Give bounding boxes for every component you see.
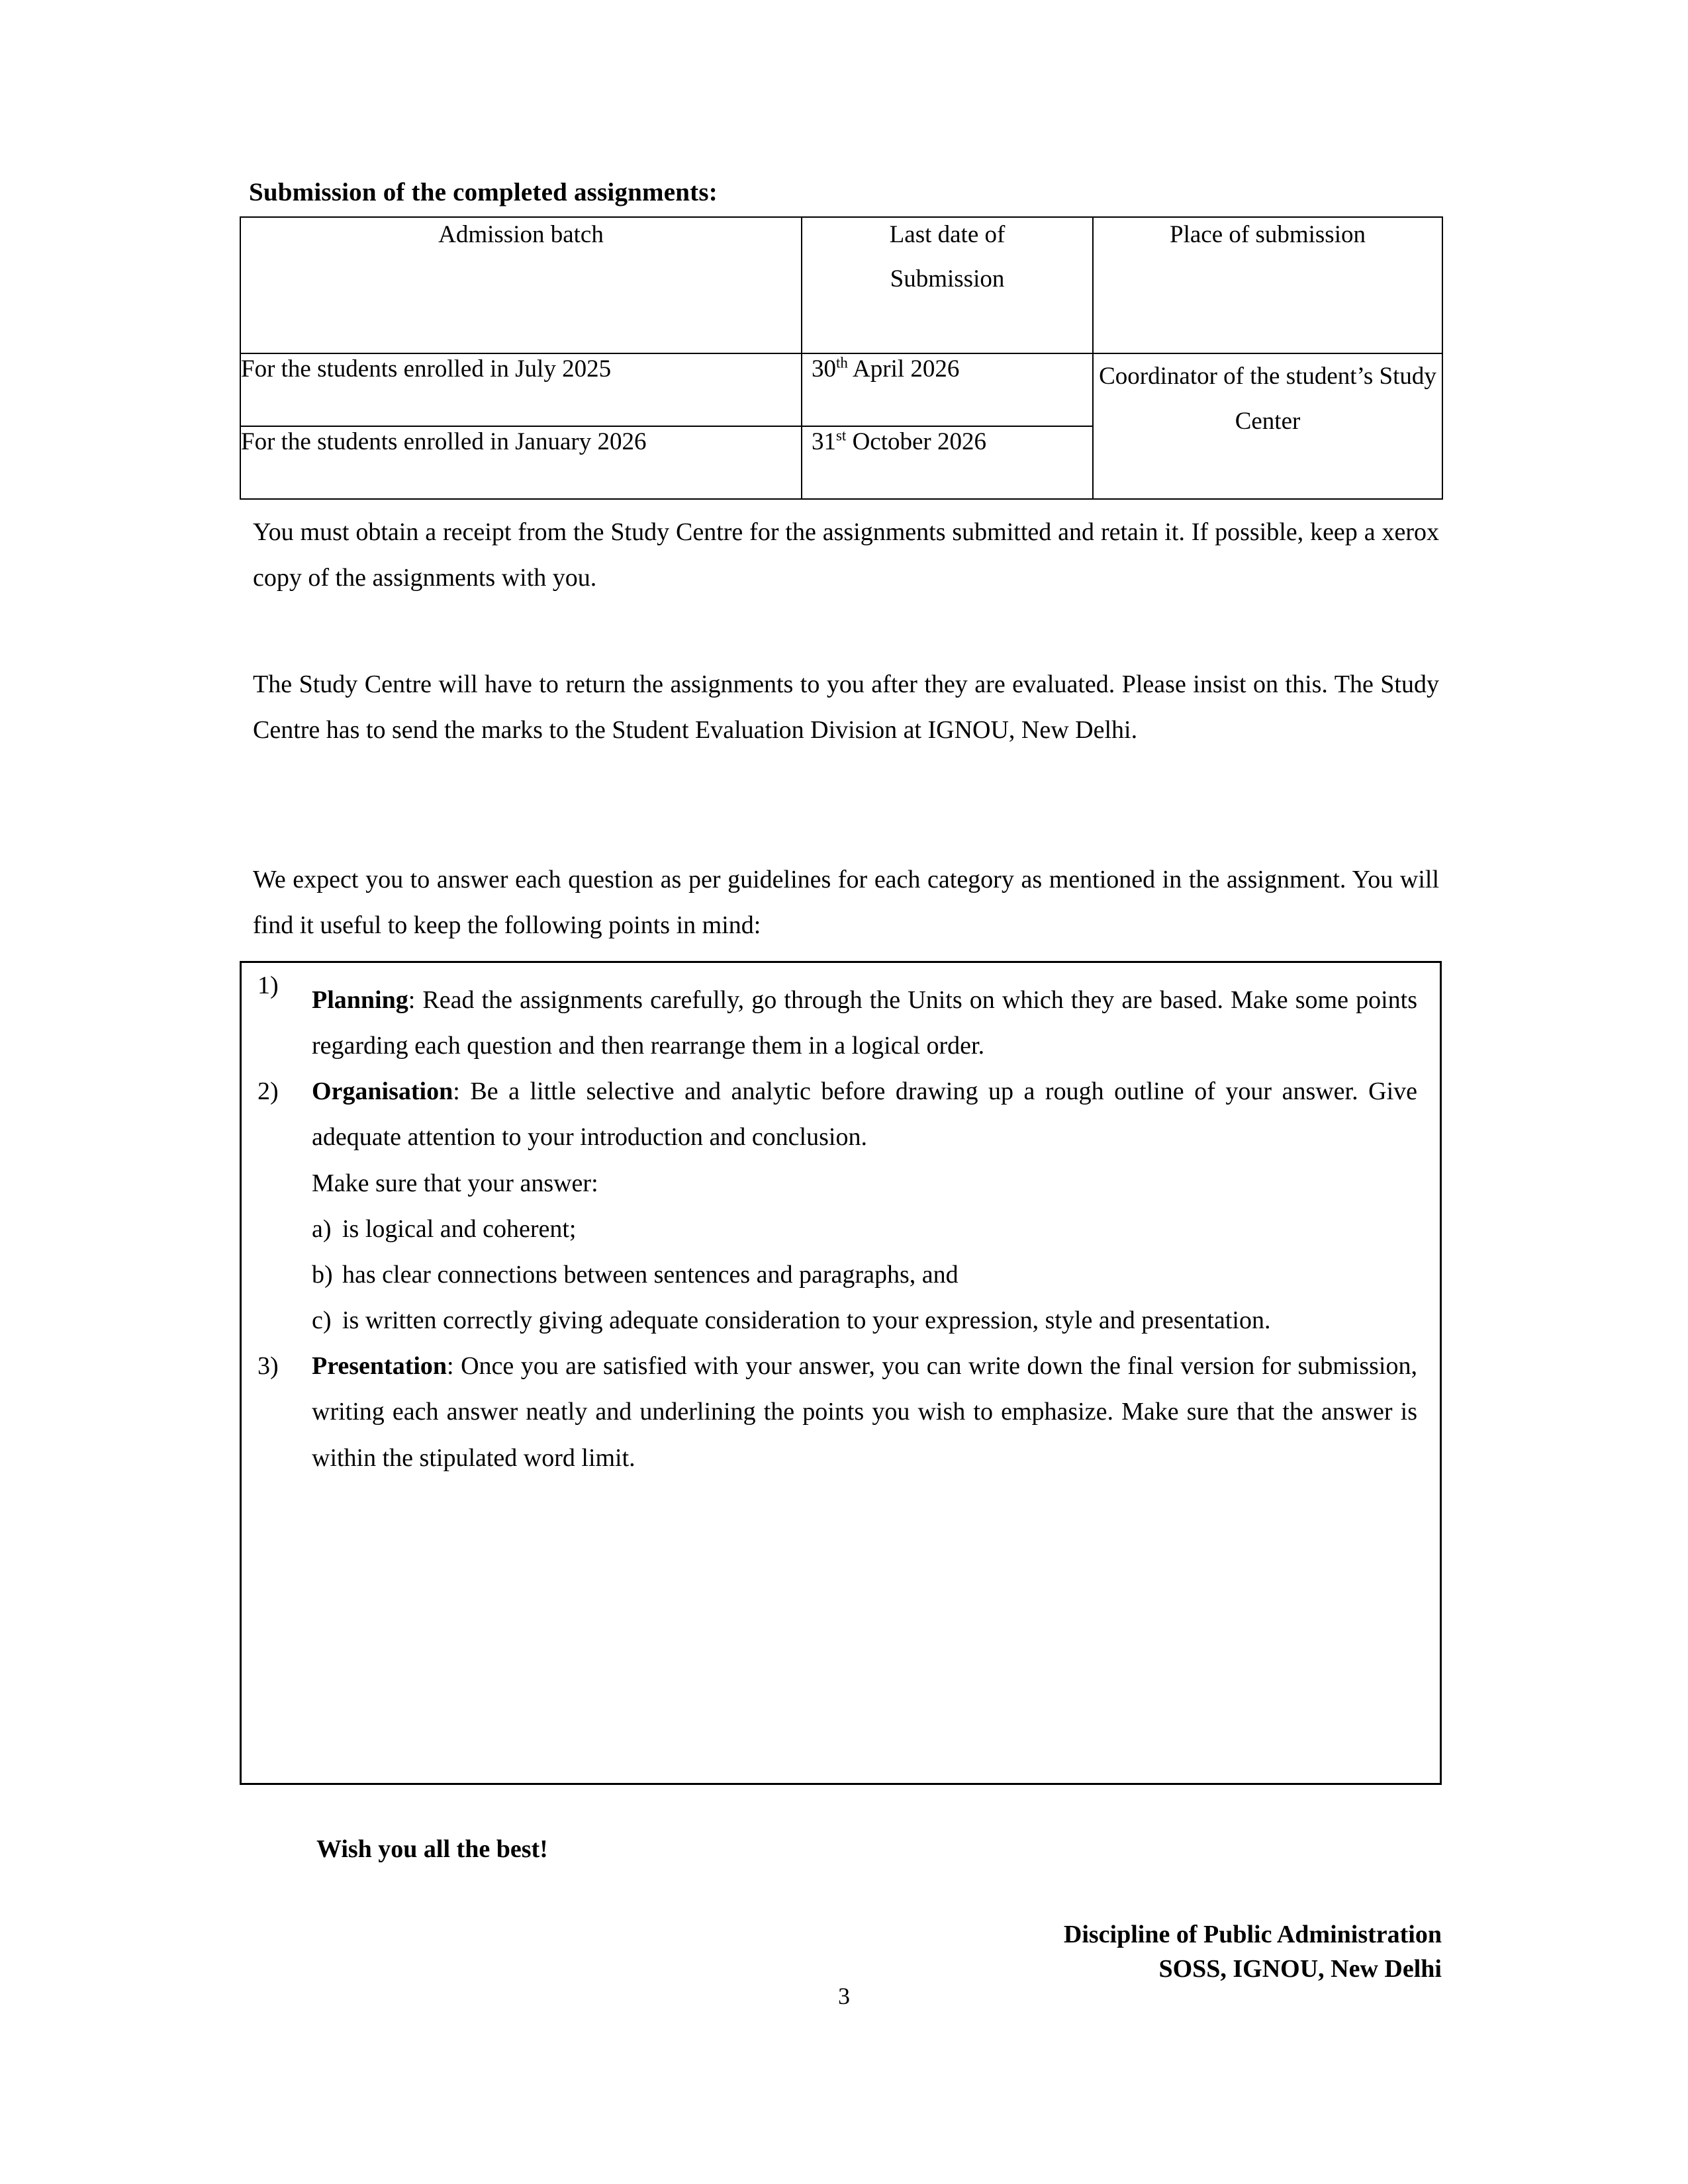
list-item-presentation (258, 1343, 1417, 1480)
column-header-admission-batch (240, 217, 802, 353)
signature-block (1064, 1918, 1442, 1986)
column-header-label: Admission batch (438, 221, 604, 248)
list-item (258, 1206, 1417, 1252)
sub-list-intro: Make sure that your answer: (312, 1169, 598, 1197)
column-header-place (1093, 217, 1442, 353)
list-marker: 1) (258, 972, 279, 999)
table-row (240, 353, 1442, 426)
column-header-label: Place of submission (1170, 221, 1366, 248)
date-ordinal-suffix: st (836, 427, 847, 444)
page-number: 3 (838, 1983, 850, 2009)
signature-department: Discipline of Public Administration (1063, 1921, 1442, 1948)
list-item-text: is written correctly giving adequate consideration to your expression, style and presentation. (342, 1306, 1271, 1335)
date-day: 30 (812, 355, 836, 383)
paragraph-return-assignments: The Study Centre will have to return the assignments to you after they are evaluated. Please insist on this. The Study Centre has to send the marks to the Student Evaluation Division at IGNOU, New Delhi. (253, 670, 1439, 745)
date-month-year: April 2026 (847, 355, 960, 383)
cell-last-date (802, 353, 1093, 426)
guidelines-box (240, 961, 1442, 1785)
list-marker: 3) (258, 1352, 279, 1381)
date-day: 31 (812, 428, 836, 455)
column-header-label-line2: Submission (890, 265, 1005, 293)
list-marker: b) (312, 1260, 333, 1289)
list-item-organisation (258, 1069, 1417, 1160)
list-item-planning (258, 963, 1417, 1069)
list-item-lead: Planning (312, 986, 408, 1014)
list-item-text: : Read the assignments carefully, go through the Units on which they are based. Make some points regarding each question and then rearrange them in a logical order. (312, 986, 1417, 1060)
list-item-text: : Be a little selective and analytic before drawing up a rough outline of your answer. Give adequate attention to your introduction and conclusion. (312, 1077, 1417, 1152)
cell-last-date (802, 426, 1093, 499)
date-ordinal-suffix: th (836, 354, 848, 371)
column-header-last-date (802, 217, 1093, 353)
list-item-text: is logical and coherent; (342, 1214, 577, 1243)
list-item-lead: Presentation (312, 1352, 447, 1381)
date-month-year: October 2026 (846, 428, 986, 455)
list-item-text: has clear connections between sentences and paragraphs, and (342, 1260, 959, 1289)
paragraph-receipt: You must obtain a receipt from the Study Centre for the assignments submitted and retain it. If possible, keep a xerox copy of the assignments with you. (253, 518, 1439, 592)
answer-criteria-list (258, 1206, 1417, 1343)
cell-admission-batch: For the students enrolled in July 2025 (240, 353, 802, 426)
guidelines-list (242, 963, 1440, 1481)
table-header-row (240, 217, 1442, 353)
signature-institution: SOSS, IGNOU, New Delhi (1158, 1954, 1442, 1983)
list-item-lead: Organisation (312, 1077, 453, 1106)
cell-place-of-submission: Coordinator of the student’s Study Center (1093, 353, 1442, 499)
closing-wish: Wish you all the best! (316, 1835, 548, 1863)
list-marker: 2) (258, 1077, 279, 1106)
list-item-text: : Once you are satisfied with your answer, you can write down the final version for submission, writing each answer neatly and underlining the points you wish to emphasize. Make sure that the answer is within the stipulated word limit. (312, 1352, 1417, 1472)
list-item (258, 1252, 1417, 1298)
section-heading: Submission of the completed assignments: (249, 178, 718, 206)
list-item (258, 1298, 1417, 1343)
submission-schedule-table (240, 216, 1443, 500)
cell-admission-batch: For the students enrolled in January 2026 (240, 426, 802, 499)
paragraph-guidelines-intro: We expect you to answer each question as per guidelines for each category as mentioned in the assignment. You will find it useful to keep the following points in mind: (253, 866, 1439, 940)
list-marker: c) (312, 1306, 332, 1335)
list-marker: a) (312, 1214, 332, 1243)
column-header-label: Last date of (889, 221, 1006, 248)
